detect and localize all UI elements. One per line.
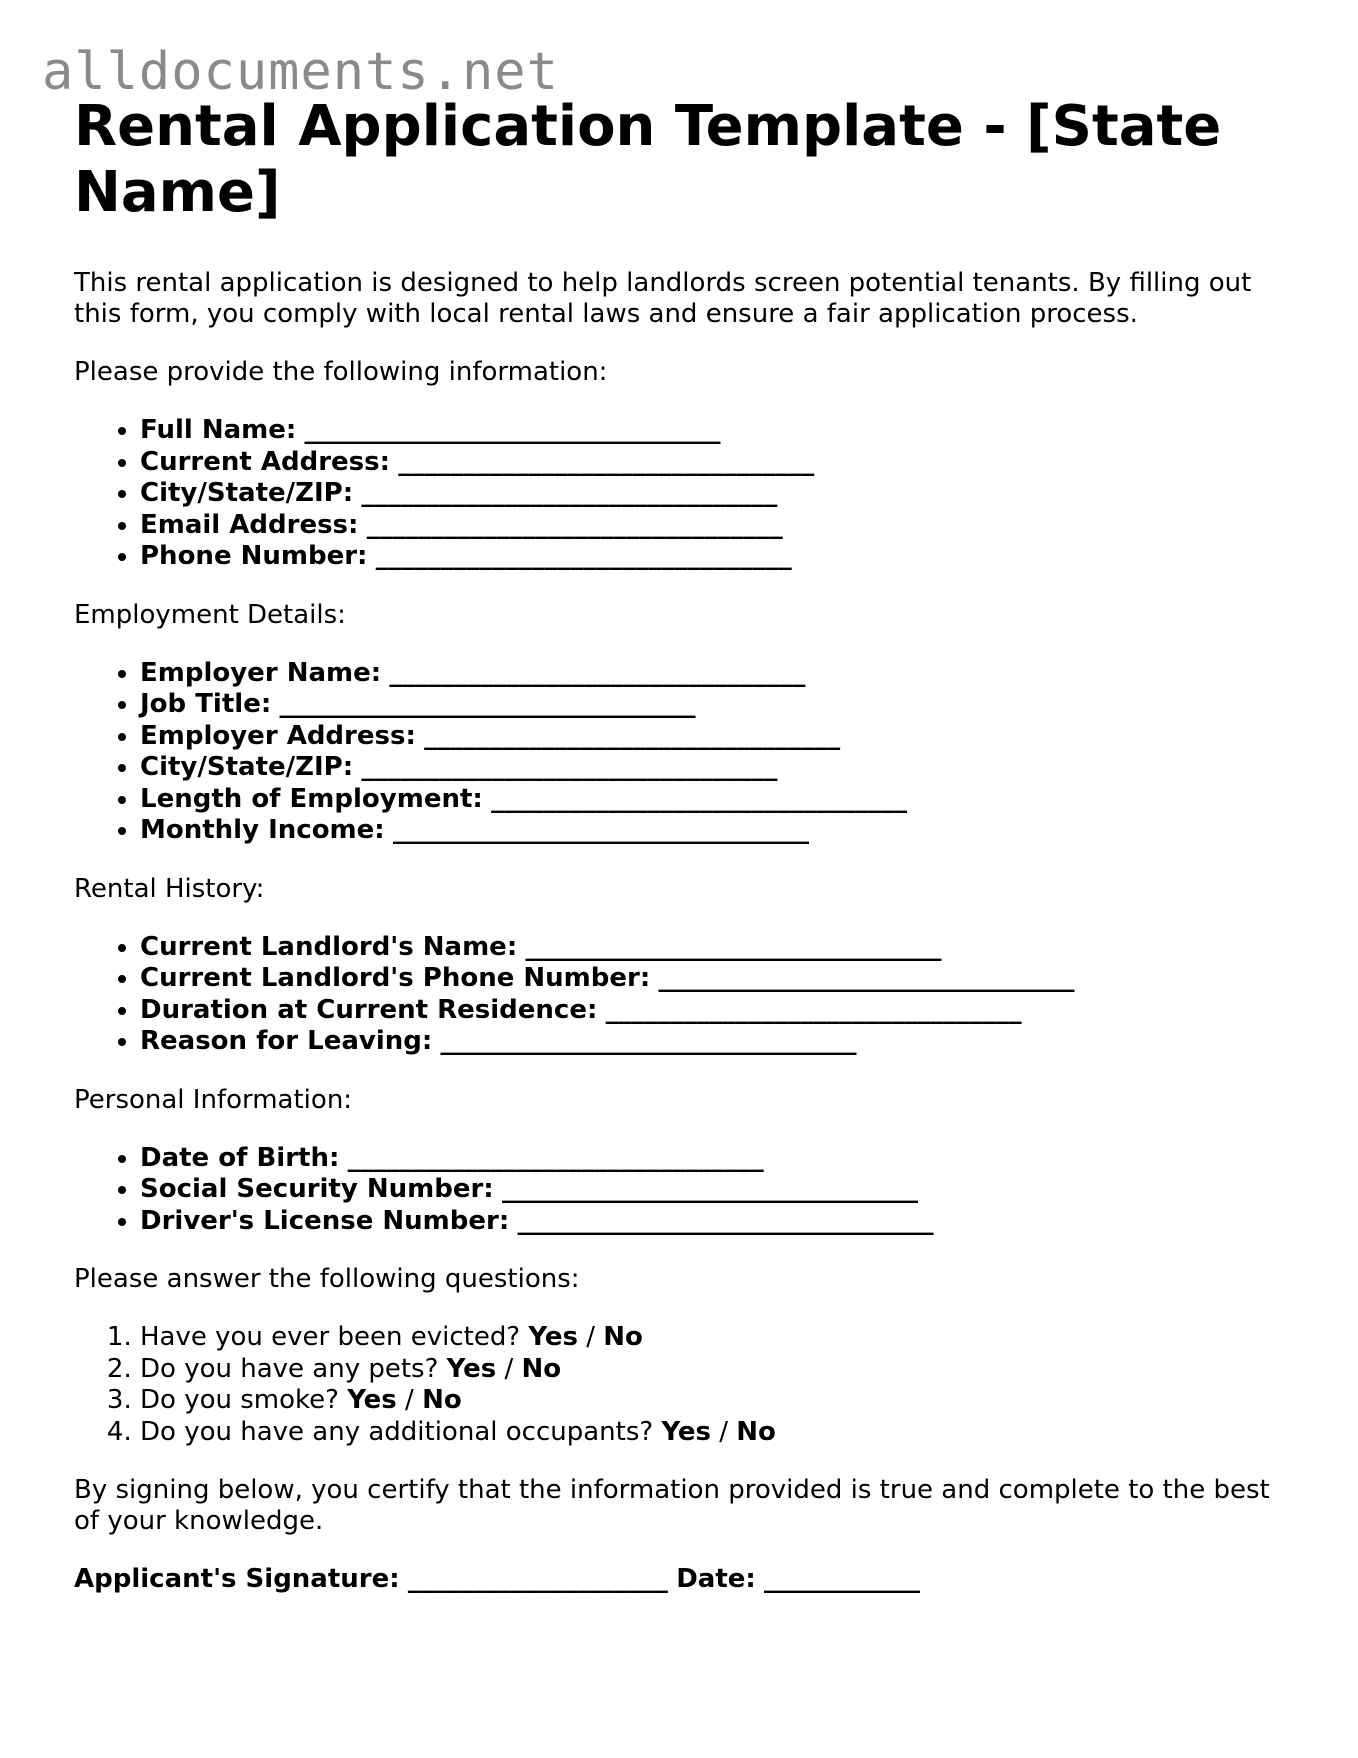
fill-in-blank[interactable]: ________________________________: [392, 815, 809, 845]
question-occupants: [140, 1417, 1274, 1449]
fill-in-blank[interactable]: ________________________________: [361, 752, 778, 782]
field-label: Monthly Income:: [140, 815, 385, 845]
answer-separator: /: [719, 1416, 729, 1447]
personal-fields-list: [74, 1143, 1274, 1238]
fill-in-blank[interactable]: ________________________________: [398, 446, 815, 477]
field-label: Job Title:: [140, 689, 272, 719]
answer-separator: /: [405, 1385, 414, 1415]
answer-separator: /: [586, 1322, 595, 1352]
field-label: Employer Name:: [140, 657, 382, 688]
fill-in-blank[interactable]: ________________________________: [389, 657, 806, 688]
fill-in-blank[interactable]: ________________________________: [440, 1026, 857, 1056]
field-label: Email Address:: [140, 509, 359, 540]
answer-no[interactable]: No: [603, 1322, 643, 1352]
field-label: Duration at Current Residence:: [140, 994, 598, 1025]
field-label: Employer Address:: [140, 720, 416, 751]
field-current-address: [140, 447, 1274, 479]
signature-label: Applicant's Signature:: [74, 1564, 400, 1594]
question-text: Do you smoke?: [140, 1385, 339, 1415]
field-label: Current Landlord's Phone Number:: [140, 963, 651, 993]
fill-in-blank[interactable]: ________________________________: [501, 1174, 918, 1204]
field-label: Length of Employment:: [140, 783, 483, 814]
watermark: alldocuments.net: [42, 42, 559, 102]
date-blank[interactable]: ____________: [764, 1564, 921, 1594]
applicant-section-heading: Please provide the following information:: [74, 357, 608, 387]
field-date-of-birth: [140, 1143, 1274, 1175]
field-duration-at-residence: [140, 995, 1274, 1027]
field-label: Current Address:: [140, 446, 391, 477]
answer-no[interactable]: No: [736, 1416, 776, 1447]
field-label: City/State/ZIP:: [140, 478, 354, 508]
field-employer-city-state-zip: [140, 752, 1274, 784]
field-drivers-license: [140, 1206, 1274, 1238]
answer-yes[interactable]: Yes: [661, 1416, 711, 1447]
field-monthly-income: [140, 815, 1274, 847]
intro-paragraph: This rental application is designed to help landlords screen potential tenants. By filling out this form, you comply with local rental laws and ensure a fair application process.: [74, 268, 1252, 329]
field-label: Social Security Number:: [140, 1174, 494, 1204]
employment-fields-list: [74, 658, 1274, 847]
answer-no[interactable]: No: [422, 1385, 462, 1415]
field-label: Phone Number:: [140, 541, 368, 571]
fill-in-blank[interactable]: ________________________________: [525, 931, 942, 962]
field-email-address: [140, 510, 1274, 542]
field-full-name: [140, 415, 1274, 447]
question-evicted: [140, 1322, 1274, 1354]
fill-in-blank[interactable]: ________________________________: [517, 1205, 934, 1236]
fill-in-blank[interactable]: ________________________________: [366, 509, 783, 540]
answer-yes[interactable]: Yes: [347, 1385, 397, 1415]
field-employer-name: [140, 658, 1274, 690]
fill-in-blank[interactable]: ________________________________: [279, 689, 696, 719]
field-label: Date of Birth:: [140, 1142, 340, 1173]
field-label: Reason for Leaving:: [140, 1026, 433, 1056]
field-phone-number: [140, 541, 1274, 573]
field-job-title: [140, 689, 1274, 721]
signature-blank[interactable]: ____________________: [407, 1564, 668, 1594]
field-length-of-employment: [140, 784, 1274, 816]
question-smoke: [140, 1385, 1274, 1417]
answer-yes[interactable]: Yes: [528, 1322, 578, 1352]
employment-section-heading: Employment Details:: [74, 599, 346, 630]
field-reason-for-leaving: [140, 1026, 1274, 1058]
field-ssn: [140, 1174, 1274, 1206]
field-label: Driver's License Number:: [140, 1205, 510, 1236]
document-title: Rental Application Template - [State Name]: [74, 94, 1222, 225]
field-landlord-phone: [140, 963, 1274, 995]
answer-yes[interactable]: Yes: [446, 1353, 497, 1384]
fill-in-blank[interactable]: ________________________________: [658, 963, 1075, 993]
answer-separator: /: [504, 1353, 514, 1384]
rental-history-fields-list: [74, 932, 1274, 1058]
fill-in-blank[interactable]: ________________________________: [491, 783, 908, 814]
answer-no[interactable]: No: [521, 1353, 562, 1384]
question-text: Have you ever been evicted?: [140, 1322, 521, 1352]
field-label: Current Landlord's Name:: [140, 931, 518, 962]
field-employer-address: [140, 721, 1274, 753]
field-landlord-name: [140, 932, 1274, 964]
applicant-fields-list: [74, 415, 1274, 573]
field-city-state-zip: [140, 478, 1274, 510]
rental-history-section-heading: Rental History:: [74, 873, 265, 904]
fill-in-blank[interactable]: ________________________________: [347, 1142, 764, 1173]
signature-line: [74, 1564, 1274, 1595]
personal-section-heading: Personal Information:: [74, 1084, 353, 1115]
question-text: Do you have any pets?: [140, 1353, 439, 1384]
questions-list: [74, 1322, 1274, 1448]
questions-heading: Please answer the following questions:: [74, 1264, 580, 1294]
fill-in-blank[interactable]: ________________________________: [424, 720, 841, 751]
fill-in-blank[interactable]: ________________________________: [361, 478, 778, 508]
question-text: Do you have any additional occupants?: [140, 1416, 654, 1447]
date-label: Date:: [676, 1564, 756, 1594]
field-label: Full Name:: [140, 415, 297, 445]
fill-in-blank[interactable]: ________________________________: [605, 994, 1022, 1025]
question-pets: [140, 1354, 1274, 1386]
field-label: City/State/ZIP:: [140, 752, 354, 782]
document-page: [74, 94, 1274, 1595]
certification-paragraph: By signing below, you certify that the information provided is true and complete to the best of your knowledge.: [74, 1475, 1270, 1536]
fill-in-blank[interactable]: ________________________________: [375, 541, 792, 571]
fill-in-blank[interactable]: ________________________________: [304, 415, 721, 445]
